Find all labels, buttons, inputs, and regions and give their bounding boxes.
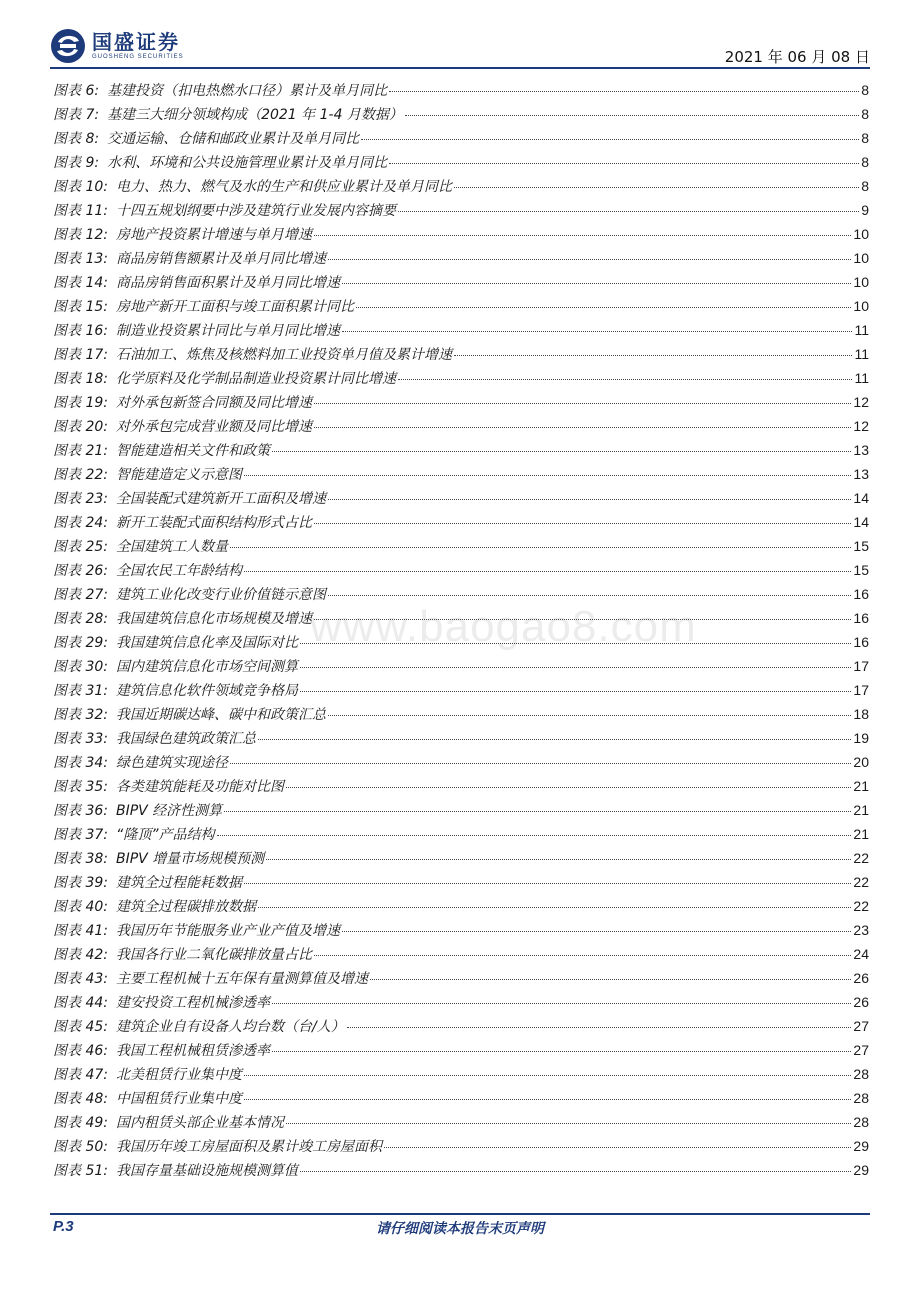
toc-dot-leader xyxy=(230,547,851,548)
toc-entry-number: 图表 7: xyxy=(53,107,100,123)
page-header xyxy=(50,28,870,68)
toc-entry-number: 图表 51: xyxy=(53,1163,108,1179)
toc-entry-number: 图表 44: xyxy=(53,995,108,1011)
toc-entry[interactable] xyxy=(53,920,869,944)
toc-entry-title: 全国装配式建筑新开工面积及增速 xyxy=(115,491,326,507)
toc-dot-leader xyxy=(314,955,851,956)
toc-entry-title: 中国租赁行业集中度 xyxy=(115,1091,242,1107)
toc-entry[interactable] xyxy=(53,80,869,104)
toc-entry-page: 21 xyxy=(853,802,869,818)
toc-dot-leader xyxy=(244,1075,851,1076)
toc-dot-leader xyxy=(314,403,851,404)
toc-entry-title: 基建投资（扣电热燃水口径）累计及单月同比 xyxy=(107,83,388,99)
toc-entry-number: 图表 26: xyxy=(53,563,108,579)
toc-dot-leader xyxy=(272,451,851,452)
toc-entry-title: 房地产投资累计增速与单月增速 xyxy=(115,227,312,243)
toc-entry-title: 智能建造相关文件和政策 xyxy=(115,443,270,459)
toc-entry-number: 图表 45: xyxy=(53,1019,108,1035)
toc-entry-page: 26 xyxy=(853,970,869,986)
toc-entry-page: 15 xyxy=(853,562,869,578)
toc-entry[interactable] xyxy=(53,536,869,560)
toc-entry-title: 主要工程机械十五年保有量测算值及增速 xyxy=(115,971,368,987)
toc-entry-number: 图表 28: xyxy=(53,611,108,627)
toc-entry-title: 对外承包完成营业额及同比增速 xyxy=(115,419,312,435)
toc-entry[interactable] xyxy=(53,1112,869,1136)
toc-entry[interactable] xyxy=(53,416,869,440)
toc-entry-title: 全国农民工年龄结构 xyxy=(115,563,242,579)
toc-entry[interactable] xyxy=(53,1136,869,1160)
toc-entry-page: 28 xyxy=(853,1090,869,1106)
toc-entry-number: 图表 21: xyxy=(53,443,108,459)
toc-entry-number: 图表 25: xyxy=(53,539,108,555)
toc-entry[interactable] xyxy=(53,128,869,152)
toc-entry-page: 10 xyxy=(853,250,869,266)
toc-entry-number: 图表 9: xyxy=(53,155,100,171)
toc-entry-page: 10 xyxy=(853,226,869,242)
toc-entry-page: 10 xyxy=(853,298,869,314)
toc-entry[interactable] xyxy=(53,464,869,488)
toc-dot-leader xyxy=(314,523,851,524)
toc-entry-title: 石油加工、炼焦及核燃料加工业投资单月值及累计增速 xyxy=(115,347,452,363)
toc-entry-page: 22 xyxy=(853,850,869,866)
toc-entry[interactable] xyxy=(53,1016,869,1040)
toc-entry-page: 21 xyxy=(853,826,869,842)
toc-entry-number: 图表 18: xyxy=(53,371,108,387)
toc-entry-number: 图表 39: xyxy=(53,875,108,891)
toc-dot-leader xyxy=(300,667,851,668)
toc-entry[interactable] xyxy=(53,848,869,872)
toc-entry-page: 11 xyxy=(854,322,869,338)
toc-dot-leader xyxy=(272,1003,851,1004)
toc-entry-number: 图表 43: xyxy=(53,971,108,987)
toc-entry[interactable] xyxy=(53,392,869,416)
logo-english-text: GUOSHENG SECURITIES xyxy=(92,53,184,60)
toc-entry-number: 图表 22: xyxy=(53,467,108,483)
toc-dot-leader xyxy=(286,1123,851,1124)
toc-entry-title: 水利、环境和公共设施管理业累计及单月同比 xyxy=(107,155,388,171)
toc-entry-title: 北美租赁行业集中度 xyxy=(115,1067,242,1083)
header-divider xyxy=(50,67,870,69)
toc-entry-title: 我国存量基础设施规模测算值 xyxy=(115,1163,298,1179)
toc-entry-page: 12 xyxy=(853,394,869,410)
toc-entry-title: BIPV 增量市场规模预测 xyxy=(115,851,265,867)
toc-entry-number: 图表 13: xyxy=(53,251,108,267)
toc-entry-page: 12 xyxy=(853,418,869,434)
toc-entry-page: 17 xyxy=(853,682,869,698)
toc-entry[interactable] xyxy=(53,272,869,296)
toc-entry-title: 商品房销售额累计及单月同比增速 xyxy=(115,251,326,267)
toc-entry[interactable] xyxy=(53,872,869,896)
toc-entry[interactable] xyxy=(53,368,869,392)
toc-entry[interactable] xyxy=(53,776,869,800)
toc-entry-number: 图表 40: xyxy=(53,899,108,915)
toc-entry-number: 图表 37: xyxy=(53,827,108,843)
toc-entry-number: 图表 34: xyxy=(53,755,108,771)
toc-entry-number: 图表 33: xyxy=(53,731,108,747)
toc-entry[interactable] xyxy=(53,344,869,368)
toc-entry-title: 建筑全过程能耗数据 xyxy=(115,875,242,891)
toc-entry-page: 11 xyxy=(854,370,869,386)
toc-entry-page: 20 xyxy=(853,754,869,770)
toc-entry-page: 9 xyxy=(861,202,869,218)
toc-entry-title: 建筑全过程碳排放数据 xyxy=(115,899,256,915)
toc-dot-leader xyxy=(314,619,851,620)
toc-dot-leader xyxy=(258,907,851,908)
toc-entry-number: 图表 8: xyxy=(53,131,100,147)
watermark-text: www.baogao8.com xyxy=(310,602,697,651)
toc-entry[interactable] xyxy=(53,512,869,536)
toc-entry-title: 我国历年节能服务业产业产值及增速 xyxy=(115,923,340,939)
toc-entry[interactable] xyxy=(53,680,869,704)
toc-entry-title: 智能建造定义示意图 xyxy=(115,467,242,483)
toc-entry[interactable] xyxy=(53,656,869,680)
toc-entry-title: 国内建筑信息化市场空间测算 xyxy=(115,659,298,675)
toc-dot-leader xyxy=(300,643,851,644)
guosheng-logo-icon xyxy=(50,28,86,64)
toc-dot-leader xyxy=(286,787,851,788)
toc-entry-title: 我国绿色建筑政策汇总 xyxy=(115,731,256,747)
page-number: P.3 xyxy=(53,1218,74,1235)
toc-dot-leader xyxy=(389,163,859,164)
toc-entry[interactable] xyxy=(53,320,869,344)
toc-dot-leader xyxy=(398,379,852,380)
toc-entry-title: 对外承包新签合同额及同比增速 xyxy=(115,395,312,411)
toc-entry[interactable] xyxy=(53,944,869,968)
toc-entry-title: “隆顶”产品结构 xyxy=(115,827,215,843)
toc-dot-leader xyxy=(328,595,851,596)
toc-dot-leader xyxy=(314,427,851,428)
table-of-figures xyxy=(53,80,869,1184)
toc-entry[interactable] xyxy=(53,992,869,1016)
toc-entry-title: 我国工程机械租赁渗透率 xyxy=(115,1043,270,1059)
toc-entry-page: 8 xyxy=(861,82,869,98)
toc-entry-number: 图表 12: xyxy=(53,227,108,243)
toc-entry[interactable] xyxy=(53,584,869,608)
toc-entry-title: 我国建筑信息化市场规模及增速 xyxy=(115,611,312,627)
toc-entry-number: 图表 24: xyxy=(53,515,108,531)
footer-divider xyxy=(50,1213,870,1215)
toc-dot-leader xyxy=(300,1171,851,1172)
toc-entry-number: 图表 49: xyxy=(53,1115,108,1131)
toc-entry-page: 29 xyxy=(853,1138,869,1154)
toc-dot-leader xyxy=(342,283,851,284)
toc-entry[interactable] xyxy=(53,224,869,248)
toc-entry-title: 我国近期碳达峰、碳中和政策汇总 xyxy=(115,707,326,723)
toc-entry-page: 29 xyxy=(853,1162,869,1178)
toc-entry-title: 十四五规划纲要中涉及建筑行业发展内容摘要 xyxy=(115,203,396,219)
toc-entry-page: 16 xyxy=(853,610,869,626)
toc-entry-page: 27 xyxy=(853,1018,869,1034)
toc-entry-number: 图表 19: xyxy=(53,395,108,411)
toc-dot-leader xyxy=(244,571,851,572)
toc-entry-title: 各类建筑能耗及功能对比图 xyxy=(115,779,284,795)
toc-entry[interactable] xyxy=(53,296,869,320)
toc-dot-leader xyxy=(272,1051,851,1052)
toc-entry-page: 16 xyxy=(853,634,869,650)
company-logo xyxy=(50,28,184,64)
toc-entry[interactable] xyxy=(53,1160,869,1184)
toc-entry-title: 全国建筑工人数量 xyxy=(115,539,228,555)
toc-entry-title: 商品房销售面积累计及单月同比增速 xyxy=(115,275,340,291)
toc-entry-title: 基建三大细分领域构成（2021 年 1-4 月数据） xyxy=(107,107,403,123)
toc-entry[interactable] xyxy=(53,1064,869,1088)
toc-entry-number: 图表 48: xyxy=(53,1091,108,1107)
toc-entry-page: 22 xyxy=(853,898,869,914)
toc-entry-number: 图表 17: xyxy=(53,347,108,363)
toc-entry-title: 新开工装配式面积结构形式占比 xyxy=(115,515,312,531)
toc-dot-leader xyxy=(398,211,859,212)
toc-entry-number: 图表 38: xyxy=(53,851,108,867)
toc-entry-number: 图表 46: xyxy=(53,1043,108,1059)
toc-entry[interactable] xyxy=(53,488,869,512)
toc-dot-leader xyxy=(342,931,851,932)
toc-entry-title: 绿色建筑实现途径 xyxy=(115,755,228,771)
toc-entry-number: 图表 10: xyxy=(53,179,108,195)
toc-entry-page: 14 xyxy=(853,514,869,530)
toc-entry-title: 电力、热力、燃气及水的生产和供应业累计及单月同比 xyxy=(115,179,452,195)
toc-entry[interactable] xyxy=(53,200,869,224)
toc-entry[interactable] xyxy=(53,1040,869,1064)
toc-entry[interactable] xyxy=(53,1088,869,1112)
toc-entry[interactable] xyxy=(53,104,869,128)
toc-entry-page: 13 xyxy=(853,442,869,458)
toc-entry-title: 我国建筑信息化率及国际对比 xyxy=(115,635,298,651)
toc-entry-number: 图表 41: xyxy=(53,923,108,939)
toc-entry-title: 建筑信息化软件领域竞争格局 xyxy=(115,683,298,699)
toc-dot-leader xyxy=(328,499,851,500)
toc-entry-title: BIPV 经济性测算 xyxy=(115,803,223,819)
toc-entry-page: 24 xyxy=(853,946,869,962)
toc-entry[interactable] xyxy=(53,560,869,584)
toc-dot-leader xyxy=(328,715,851,716)
toc-entry-page: 8 xyxy=(861,106,869,122)
toc-entry-title: 建筑企业自有设备人均台数（台/人） xyxy=(115,1019,345,1035)
toc-dot-leader xyxy=(361,139,859,140)
toc-entry-page: 28 xyxy=(853,1114,869,1130)
toc-entry-page: 26 xyxy=(853,994,869,1010)
toc-entry-title: 建安投资工程机械渗透率 xyxy=(115,995,270,1011)
toc-entry-page: 8 xyxy=(861,178,869,194)
toc-entry-page: 18 xyxy=(853,706,869,722)
toc-dot-leader xyxy=(384,1147,851,1148)
toc-entry-title: 化学原料及化学制品制造业投资累计同比增速 xyxy=(115,371,396,387)
toc-dot-leader xyxy=(356,307,851,308)
toc-entry[interactable] xyxy=(53,248,869,272)
toc-entry-number: 图表 47: xyxy=(53,1067,108,1083)
toc-entry[interactable] xyxy=(53,608,869,632)
toc-entry-page: 27 xyxy=(853,1042,869,1058)
toc-entry-page: 16 xyxy=(853,586,869,602)
toc-entry-title: 我国历年竣工房屋面积及累计竣工房屋面积 xyxy=(115,1139,382,1155)
toc-entry-title: 交通运输、仓储和邮政业累计及单月同比 xyxy=(107,131,360,147)
toc-entry-number: 图表 15: xyxy=(53,299,108,315)
toc-dot-leader xyxy=(389,91,859,92)
toc-dot-leader xyxy=(454,187,859,188)
toc-entry-page: 19 xyxy=(853,730,869,746)
toc-entry[interactable] xyxy=(53,752,869,776)
toc-entry-number: 图表 16: xyxy=(53,323,108,339)
toc-entry-number: 图表 35: xyxy=(53,779,108,795)
toc-entry-title: 我国各行业二氧化碳排放量占比 xyxy=(115,947,312,963)
toc-dot-leader xyxy=(405,115,859,116)
toc-entry[interactable] xyxy=(53,152,869,176)
toc-dot-leader xyxy=(266,859,851,860)
toc-entry[interactable] xyxy=(53,896,869,920)
toc-dot-leader xyxy=(230,763,851,764)
toc-dot-leader xyxy=(258,739,851,740)
toc-dot-leader xyxy=(454,355,852,356)
toc-dot-leader xyxy=(244,883,851,884)
toc-dot-leader xyxy=(217,835,852,836)
toc-entry[interactable] xyxy=(53,632,869,656)
toc-entry-page: 21 xyxy=(853,778,869,794)
toc-entry[interactable] xyxy=(53,440,869,464)
toc-entry-page: 8 xyxy=(861,154,869,170)
toc-entry-page: 28 xyxy=(853,1066,869,1082)
toc-entry-page: 15 xyxy=(853,538,869,554)
toc-entry-page: 13 xyxy=(853,466,869,482)
toc-entry-page: 11 xyxy=(854,346,869,362)
toc-entry-number: 图表 23: xyxy=(53,491,108,507)
toc-entry-page: 14 xyxy=(853,490,869,506)
toc-entry-page: 23 xyxy=(853,922,869,938)
toc-entry-page: 17 xyxy=(853,658,869,674)
toc-entry[interactable] xyxy=(53,176,869,200)
toc-dot-leader xyxy=(244,1099,851,1100)
toc-entry-number: 图表 29: xyxy=(53,635,108,651)
toc-entry-title: 房地产新开工面积与竣工面积累计同比 xyxy=(115,299,354,315)
toc-entry-number: 图表 14: xyxy=(53,275,108,291)
toc-entry[interactable] xyxy=(53,968,869,992)
toc-entry-page: 10 xyxy=(853,274,869,290)
toc-dot-leader xyxy=(370,979,851,980)
toc-entry-title: 建筑工业化改变行业价值链示意图 xyxy=(115,587,326,603)
toc-entry-number: 图表 42: xyxy=(53,947,108,963)
toc-entry[interactable] xyxy=(53,800,869,824)
toc-entry-number: 图表 32: xyxy=(53,707,108,723)
toc-entry-number: 图表 11: xyxy=(53,203,108,219)
toc-entry-number: 图表 50: xyxy=(53,1139,108,1155)
toc-dot-leader xyxy=(347,1027,852,1028)
toc-entry-number: 图表 20: xyxy=(53,419,108,435)
toc-entry-number: 图表 31: xyxy=(53,683,108,699)
toc-dot-leader xyxy=(300,691,851,692)
toc-entry-number: 图表 36: xyxy=(53,803,108,819)
logo-chinese-text: 国盛证券 xyxy=(92,29,180,54)
toc-dot-leader xyxy=(224,811,851,812)
toc-entry-page: 22 xyxy=(853,874,869,890)
toc-entry-number: 图表 27: xyxy=(53,587,108,603)
toc-entry-number: 图表 6: xyxy=(53,83,100,99)
toc-dot-leader xyxy=(314,235,851,236)
toc-entry[interactable] xyxy=(53,824,869,848)
toc-dot-leader xyxy=(342,331,852,332)
footer-disclaimer: 请仔细阅读本报告末页声明 xyxy=(376,1221,544,1237)
toc-entry-title: 国内租赁头部企业基本情况 xyxy=(115,1115,284,1131)
report-date: 2021 年 06 月 08 日 xyxy=(724,48,870,66)
toc-dot-leader xyxy=(328,259,851,260)
toc-entry-title: 制造业投资累计同比与单月同比增速 xyxy=(115,323,340,339)
toc-entry[interactable] xyxy=(53,728,869,752)
toc-entry-number: 图表 30: xyxy=(53,659,108,675)
toc-entry[interactable] xyxy=(53,704,869,728)
toc-dot-leader xyxy=(244,475,851,476)
toc-entry-page: 8 xyxy=(861,130,869,146)
